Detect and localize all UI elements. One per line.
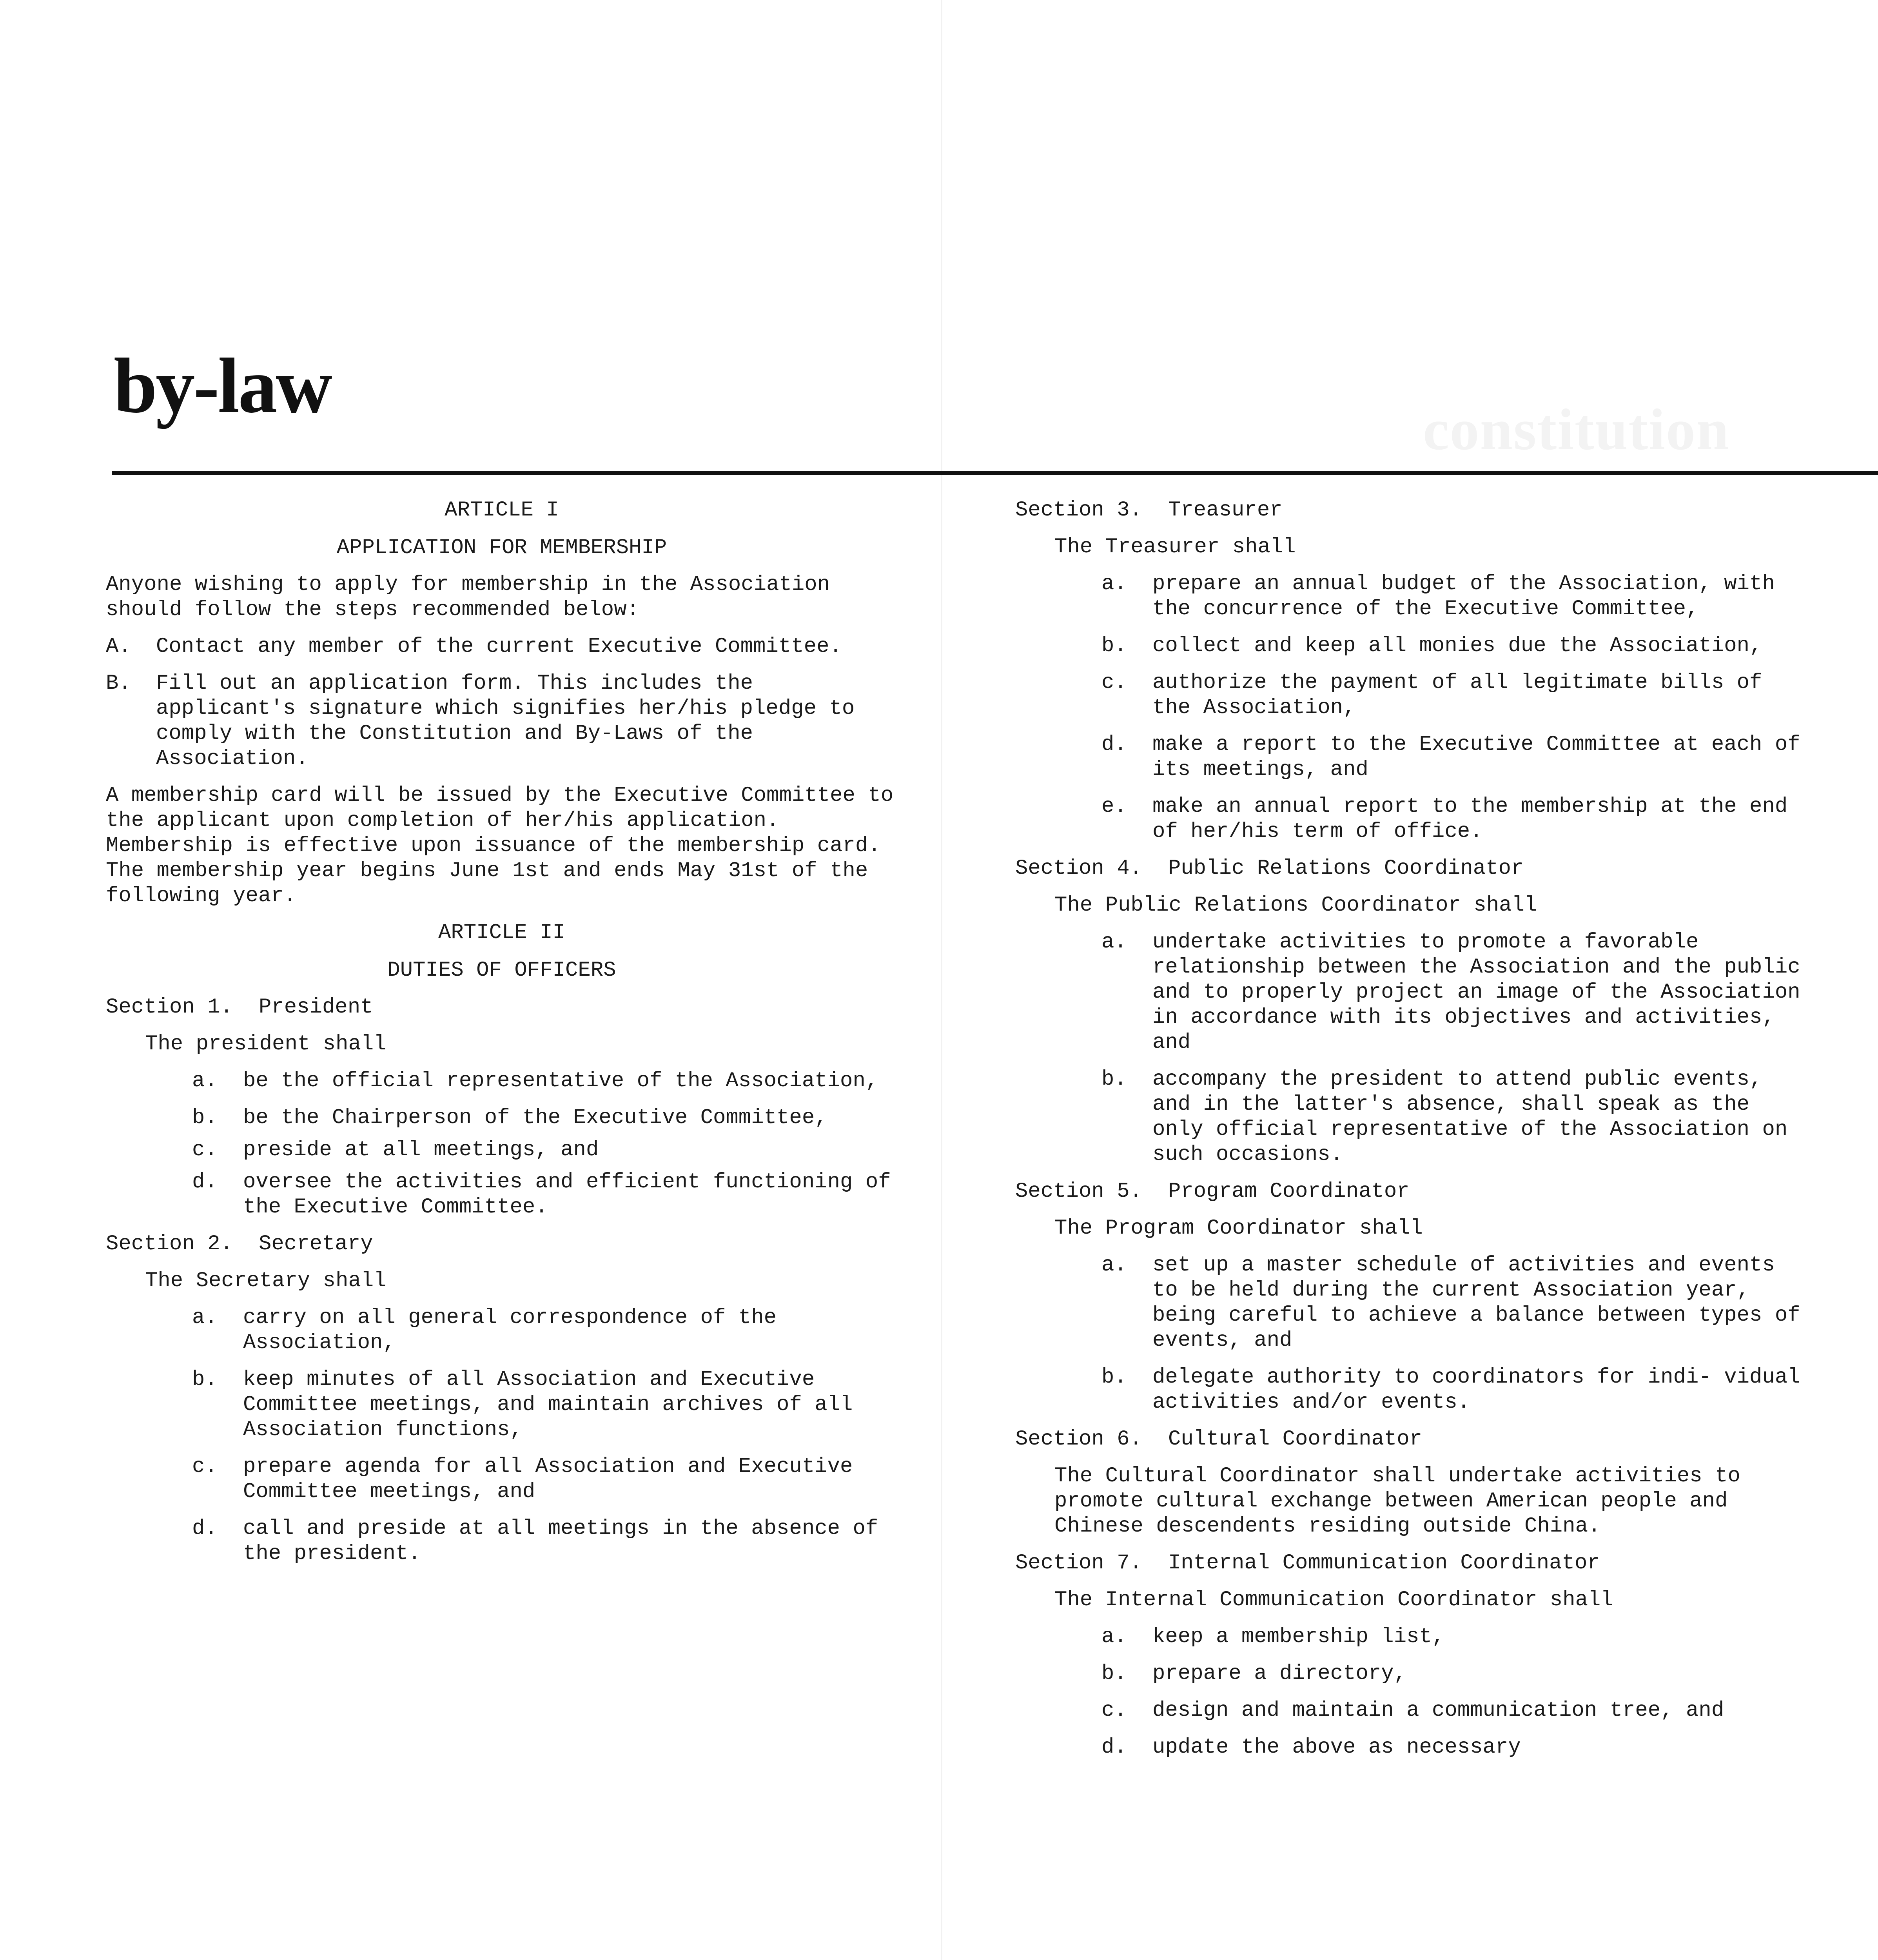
duty-marker: a. — [1101, 1625, 1127, 1649]
section-label: Section 3. — [1015, 498, 1143, 522]
page-title: by-law — [114, 343, 331, 429]
duty-marker: a. — [1101, 572, 1127, 596]
section-title: Internal Communication Coordinator — [1168, 1551, 1600, 1575]
duty-item — [1101, 633, 1811, 659]
duty-text: be the official representative of the Association, — [243, 1069, 878, 1093]
duty-text: accompany the president to attend public events, and in the latter's absence, shall speak as the only official representative of the Association on such occasions. — [1152, 1067, 1788, 1167]
section-label: Section 4. — [1015, 857, 1143, 880]
duty-item — [1101, 930, 1811, 1055]
duty-text: preside at all meetings, and — [243, 1138, 599, 1162]
section-heading — [1015, 856, 1811, 881]
section-heading — [1015, 1179, 1811, 1204]
step-text: Contact any member of the current Executive Committee. — [156, 635, 842, 659]
duty-marker: c. — [192, 1138, 218, 1162]
section-heading — [1015, 1427, 1811, 1452]
duty-item — [1101, 794, 1811, 844]
duty-marker: b. — [192, 1368, 218, 1392]
duty-list — [1101, 930, 1811, 1167]
duty-text: set up a master schedule of activities and events to be held during the current Association year, being careful to achieve a balance between types of events, and — [1152, 1253, 1800, 1352]
duty-list — [1101, 1624, 1811, 1760]
section-heading — [1015, 1551, 1811, 1576]
left-column — [106, 498, 898, 1578]
duty-text: carry on all general correspondence of the Association, — [243, 1306, 777, 1355]
section-lead: The Treasurer shall — [1054, 535, 1296, 559]
duty-marker: c. — [192, 1455, 218, 1479]
duty-list — [192, 1305, 898, 1566]
duty-marker: b. — [192, 1106, 218, 1130]
duty-item — [1101, 1253, 1811, 1353]
duty-list — [1101, 572, 1811, 844]
duty-text: collect and keep all monies due the Association, — [1152, 634, 1762, 658]
duty-text: keep minutes of all Association and Executive Committee meetings, and maintain archives of all Association functions, — [243, 1368, 853, 1442]
duty-marker: d. — [1101, 1735, 1127, 1759]
duty-text: prepare an annual budget of the Association, with the concurrence of the Executive Committee, — [1152, 572, 1775, 621]
section-paragraph: The Cultural Coordinator shall undertake activities to promote cultural exchange between American people and Chinese descendents residing outside China. — [1054, 1464, 1740, 1538]
right-column — [1015, 498, 1811, 1772]
duty-text: delegate authority to coordinators for indi- vidual activities and/or events. — [1152, 1365, 1800, 1414]
duty-text: authorize the payment of all legitimate bills of the Association, — [1152, 671, 1762, 720]
duty-text: prepare agenda for all Association and Executive Committee meetings, and — [243, 1455, 853, 1504]
duty-item — [1101, 1365, 1811, 1415]
duty-item — [192, 1105, 898, 1131]
duty-item — [192, 1305, 898, 1356]
duty-marker: a. — [192, 1306, 218, 1330]
section-label: Section 5. — [1015, 1180, 1143, 1203]
duty-item — [1101, 732, 1811, 782]
duty-text: make a report to the Executive Committee at each of its meetings, and — [1152, 733, 1800, 782]
duty-marker: b. — [1101, 1365, 1127, 1389]
section-title: Cultural Coordinator — [1168, 1427, 1423, 1451]
step-marker: A. — [106, 635, 131, 659]
duty-item — [1101, 572, 1811, 622]
duty-marker: b. — [1101, 1067, 1127, 1091]
duty-marker: a. — [1101, 930, 1127, 954]
section-lead: The president shall — [145, 1032, 386, 1056]
section-heading — [106, 995, 898, 1020]
article-2-heading: ARTICLE II — [438, 921, 566, 945]
header-rule — [112, 471, 1878, 475]
duty-item — [1101, 1067, 1811, 1167]
duty-marker: c. — [1101, 1699, 1127, 1722]
duty-item — [192, 1516, 898, 1566]
duty-list — [1101, 1253, 1811, 1415]
article-1-intro: Anyone wishing to apply for membership in the Association should follow the steps recommended below: — [106, 573, 830, 622]
article-2-subheading: DUTIES OF OFFICERS — [387, 958, 616, 982]
duty-item — [192, 1170, 898, 1220]
membership-step — [106, 671, 898, 771]
duty-text: keep a membership list, — [1152, 1625, 1445, 1649]
article-1-heading: ARTICLE I — [445, 498, 559, 522]
article-1-subheading: APPLICATION FOR MEMBERSHIP — [336, 536, 667, 560]
duty-item — [1101, 1661, 1811, 1686]
duty-marker: d. — [1101, 733, 1127, 757]
section-lead: The Program Coordinator shall — [1054, 1216, 1423, 1240]
duty-text: call and preside at all meetings in the absence of the president. — [243, 1517, 878, 1566]
section-lead: The Internal Communication Coordinator shall — [1054, 1588, 1613, 1612]
section-title: Program Coordinator — [1168, 1180, 1410, 1203]
duty-marker: b. — [1101, 1662, 1127, 1686]
section-label: Section 2. — [106, 1232, 233, 1256]
duty-item — [192, 1138, 898, 1163]
duty-item — [192, 1454, 898, 1504]
duty-text: design and maintain a communication tree, and — [1152, 1699, 1724, 1722]
duty-marker: d. — [192, 1170, 218, 1194]
duty-text: undertake activities to promote a favorable relationship between the Association and the public and to properly project an image of the Association in accordance with its objectives and activities, and — [1152, 930, 1800, 1054]
duty-text: prepare a directory, — [1152, 1662, 1407, 1686]
section-heading — [106, 1232, 898, 1257]
section-label: Section 6. — [1015, 1427, 1143, 1451]
duty-marker: c. — [1101, 671, 1127, 695]
duty-marker: a. — [1101, 1253, 1127, 1277]
section-title: Treasurer — [1168, 498, 1283, 522]
section-label: Section 1. — [106, 995, 233, 1019]
section-lead: The Secretary shall — [145, 1269, 386, 1293]
duty-list — [192, 1069, 898, 1220]
duty-text: oversee the activities and efficient functioning of the Executive Committee. — [243, 1170, 891, 1219]
duty-item — [192, 1069, 898, 1094]
section-title: President — [259, 995, 373, 1019]
step-marker: B. — [106, 671, 131, 695]
duty-text: make an annual report to the membership at the end of her/his term of office. — [1152, 795, 1788, 844]
section-title: Secretary — [259, 1232, 373, 1256]
membership-step — [106, 634, 898, 659]
article-1-closing: A membership card will be issued by the Executive Committee to the applicant upon completion of her/his application. Membership is effective upon issuance of the membership card. The membership year begins June 1st and ends May 31st of the following year. — [106, 784, 894, 908]
section-lead: The Public Relations Coordinator shall — [1054, 893, 1537, 917]
section-heading — [1015, 498, 1811, 523]
section-title: Public Relations Coordinator — [1168, 857, 1524, 880]
page-fold — [941, 0, 942, 1960]
duty-text: update the above as necessary — [1152, 1735, 1521, 1759]
duty-marker: b. — [1101, 634, 1127, 658]
step-text: Fill out an application form. This includes the applicant's signature which signifies her/his pledge to comply with the Constitution and By-Laws of the Association. — [156, 671, 855, 771]
duty-item — [1101, 1698, 1811, 1723]
duty-item — [192, 1367, 898, 1443]
duty-item — [1101, 670, 1811, 720]
duty-marker: e. — [1101, 795, 1127, 818]
bleed-through-heading: constitution — [1423, 397, 1730, 462]
section-label: Section 7. — [1015, 1551, 1143, 1575]
duty-marker: a. — [192, 1069, 218, 1093]
duty-marker: d. — [192, 1517, 218, 1541]
duty-text: be the Chairperson of the Executive Committee, — [243, 1106, 827, 1130]
duty-item — [1101, 1624, 1811, 1650]
duty-item — [1101, 1735, 1811, 1760]
